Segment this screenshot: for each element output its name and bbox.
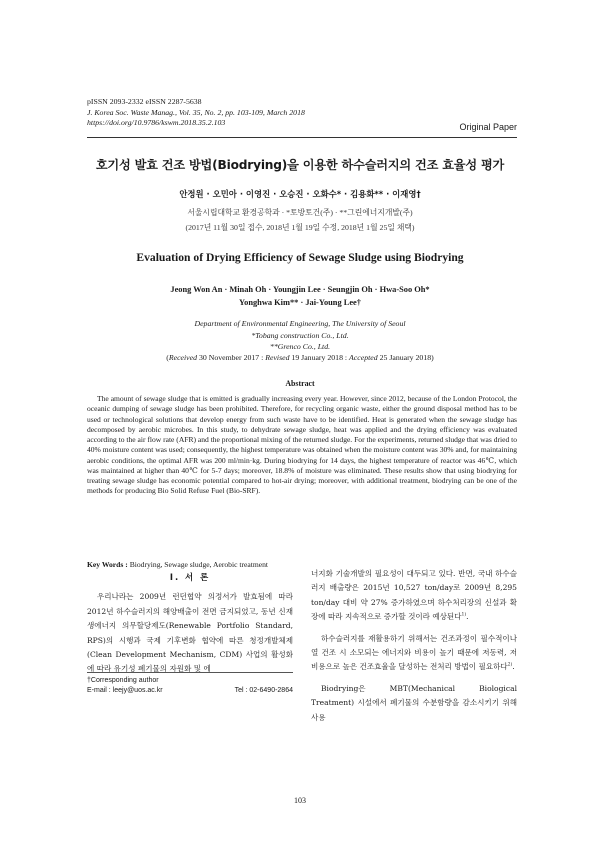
english-affiliations (0, 318, 600, 353)
left-column (87, 570, 293, 677)
accepted-date: 25 January 2018) (377, 353, 434, 362)
footnote-divider (87, 672, 293, 673)
korean-affiliation: 서울시립대학교 환경공학과 · *토방토건(주) · **그린에너지개발(주) (187, 208, 413, 217)
paper-type-label: Original Paper (459, 122, 517, 132)
intro-paragraph-left: 우리나라는 2009년 런던협약 의정서가 발효됨에 따라 2012년 하수슬러지의 해양배출이 전면 금지되었고, 동년 신재생에너지 의무할당제도(Renewable Portfolio Standard, RPS)의 시행과 국제 기후변화 협약에 따른 청정개발체제(Clean Development Mechanism, CDM) 사업의 활성화에 따라 유기성 폐기물의 자원화 및 에 (87, 592, 293, 674)
issn-line: pISSN 2093-2332 eISSN 2287-5638 (87, 97, 202, 106)
contact-email[interactable]: E-mail : leejy@uos.ac.kr (87, 687, 163, 694)
affiliation-tobang: *Tobang construction Co., Ltd. (251, 330, 349, 340)
korean-dates: (2017년 11월 30일 접수, 2018년 1월 19일 수정, 2018년 1월 25일 채택) (185, 223, 415, 232)
contact-tel: Tel : 02-6490-2864 (234, 687, 293, 694)
affiliation-grenco: **Grenco Co., Ltd. (269, 342, 331, 351)
abstract-text: The amount of sewage sludge that is emitted is gradually increasing every year. However, since 2012, because of the London Protocol, the oceanic dumping of sewage sludge has been prohibited. Therefore, for recycling organic waste, either the ground disposal method has to be used or technological solutions that develop energy from such waste have to be identified. Heat is generated when the sewage sludge has decomposed by aerobic microbes. In this study, to dehydrate sewage sludge, heat was applied and the drying efficiency was evaluated according to the air flow rate (AFR) and the proportional mixing of the returned sludge. For the experiments, returned sludge that was dried to 40% moisture content was used; consequently, the highest temperature was obtained when the moisture content was 30% and, for maintaining aerobic conditions, the optimal AFR was 200 ml/min·kg. During biodrying for 14 days, the highest temperature of reactor was 46℃, which was maintained at higher than 40℃ for 5-7 days; moreover, 18.8% of moisture was eliminated. These results show that using biodrying for treating sewage sludge has economic potential compared to hot-air drying; moreover, with additional treatment, biodrying can be one of the methods for producing Bio Solid Refuse Fuel (Bio-SRF). (87, 394, 517, 496)
ref-2[interactable]: 2) (507, 662, 513, 668)
intro-paragraph-right-3: Biodrying은 MBT(Mechanical Biological Treatment) 시설에서 폐기물의 수분함량을 감소시키기 위해 사용 (311, 683, 517, 722)
intro-p1-text: 너지화 기술개발의 필요성이 대두되고 있다. 반면, 국내 하수슬러지 배출량은 2015년 10,527 ton/day로 2009년 8,295 ton/day 대비 약 27% 증가하였으며 하수처리장의 신설과 확장에 따라 지속적으로 증가할 것이라 예상된다 (311, 569, 517, 622)
intro-p2-text: 하수슬러지를 재활용하기 위해서는 건조과정이 필수적이나 열 건조 시 소모되는 에너지와 비용이 높기 때문에 저동력, 저비용으로 높은 건조효율을 달성하는 전처리 방법이 필요하다 (311, 633, 517, 672)
journal-header (87, 97, 517, 132)
right-column (311, 567, 517, 725)
page-number: 103 (294, 796, 306, 805)
abstract-heading: Abstract (285, 379, 315, 388)
ref-1[interactable]: 1) (461, 612, 467, 618)
journal-citation: J. Korea Soc. Waste Manag., Vol. 35, No. 2, pp. 103-109, March 2018 (87, 107, 305, 117)
revised-label: Revised (265, 353, 290, 362)
doi-link[interactable]: https://doi.org/10.9786/kswm.2018.35.2.103 (87, 118, 226, 127)
english-dates: (Received 30 November 2017 : Revised 19 January 2018 : Accepted 25 January 2018) (166, 353, 434, 362)
intro-paragraph-right-1 (311, 567, 517, 625)
affiliation-university: Department of Environmental Engineering, The University of Seoul (194, 319, 406, 328)
english-authors (0, 283, 600, 309)
keywords-text: Biodrying, Sewage sludge, Aerobic treatment (129, 560, 269, 569)
korean-authors: 안정원 · 오민아 · 이영진 · 오승진 · 오화수* · 김용화** · 이재영† (179, 189, 421, 199)
header-divider (87, 137, 517, 138)
accepted-label: Accepted (349, 353, 378, 362)
contact-row (87, 686, 293, 696)
received-label: Received (168, 353, 198, 362)
english-title: Evaluation of Drying Efficiency of Sewage Sludge using Biodrying (136, 251, 464, 264)
section-heading-introduction: I. 서 론 (169, 572, 211, 582)
english-authors-line1: Jeong Won An · Minah Oh · Youngjin Lee · Seungjin Oh · Hwa-Soo Oh* (170, 285, 430, 294)
received-date: 30 November 2017 : (197, 353, 266, 362)
revised-date: 19 January 2018 : (289, 353, 350, 362)
english-authors-line2: Yonghwa Kim** · Jai-Young Lee† (239, 298, 361, 307)
keywords-label: Key Words : (87, 560, 130, 569)
intro-paragraph-right-2 (311, 632, 517, 675)
footnote (87, 676, 293, 696)
korean-title: 호기성 발효 건조 방법(Biodrying)을 이용한 하수슬러지의 건조 효율성 평가 (95, 158, 505, 172)
intro-p2-end: . (512, 662, 515, 672)
corresponding-author: †Corresponding author (87, 677, 159, 684)
intro-p1-end: . (466, 612, 469, 622)
